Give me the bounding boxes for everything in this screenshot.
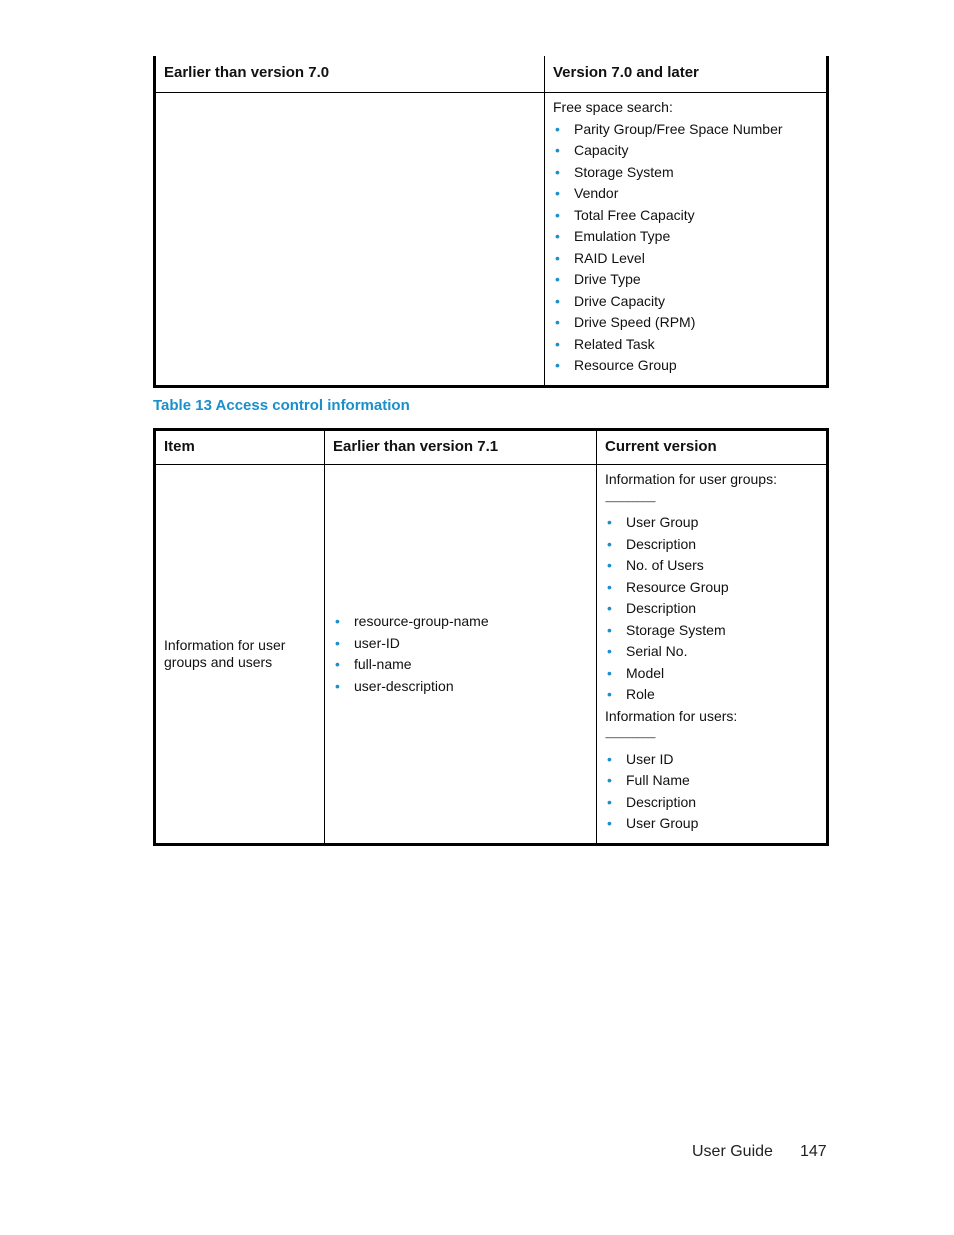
list-item [553,119,818,141]
bullet-icon: • [607,815,612,831]
bullet-icon: • [555,357,560,373]
bullet-icon: • [607,750,612,767]
list-item-label: RAID Level [574,249,645,266]
bullet-icon: • [607,686,612,702]
list-item-label: Storage System [626,621,726,638]
bullet-icon: • [555,142,560,158]
column-header: Earlier than version 7.1 [325,430,597,465]
list-item-label: User Group [626,815,699,831]
list-item [553,269,818,291]
bullet-icon: • [555,206,560,223]
table-cell [597,465,828,845]
list-item-label: Description [626,600,697,616]
item-label: Information for user groups and users [164,637,286,670]
list-item-label: Capacity [574,142,629,158]
list-item-label: Description [626,535,697,552]
list-item-label: Total Free Capacity [574,206,695,223]
list-item [333,676,588,698]
bullet-icon: • [555,228,560,244]
list-item-label: Drive Type [574,271,641,287]
column-header: Current version [597,430,828,465]
list-item [605,684,818,706]
list-item-label: Drive Speed (RPM) [574,314,696,330]
list-item [605,813,818,835]
list-item-label: user-description [354,677,454,694]
list-item-label: Emulation Type [574,228,671,244]
list-item [553,162,818,184]
list-item-label: Related Task [574,335,655,352]
list-item [605,577,818,599]
list-item [553,355,818,377]
bullet-list [553,119,818,377]
list-item [605,641,818,663]
footer-label: User Guide [692,1143,773,1160]
list-item-label: Description [626,793,697,810]
list-item-label: User Group [626,514,699,530]
list-item-label: No. of Users [626,557,704,573]
bullet-icon: • [607,772,612,788]
bullet-icon: • [607,578,612,595]
bullet-list [605,512,818,706]
table-continued [153,56,829,388]
list-item-label: Drive Capacity [574,292,666,309]
list-item-label: Full Name [626,772,690,788]
list-item [333,633,588,655]
list-item-label: Role [626,686,655,702]
separator-line: ------------------------------ [605,733,655,742]
list-item [553,183,818,205]
separator-line: ------------------------------ [605,496,655,506]
bullet-icon: • [555,314,560,330]
cell-intro: Information for users: [605,707,738,724]
list-item-label: Resource Group [626,578,729,595]
bullet-list [605,749,818,835]
bullet-icon: • [555,249,560,266]
list-item-label: Resource Group [574,357,677,373]
bullet-icon: • [555,271,560,287]
list-item-label: Serial No. [626,643,688,659]
bullet-icon: • [607,557,612,573]
page-number: 147 [800,1143,827,1160]
list-item [605,663,818,685]
bullet-icon: • [555,120,560,137]
list-item-label: Parity Group/Free Space Number [574,120,783,137]
table-cell [325,465,597,845]
bullet-list [333,611,588,697]
column-header: Earlier than version 7.0 [155,56,545,93]
column-header: Item [155,430,325,465]
bullet-icon: • [335,613,340,629]
list-item [605,770,818,792]
list-item [553,226,818,248]
bullet-icon: • [607,793,612,810]
list-item [553,334,818,356]
table-cell [545,93,828,387]
list-item-label: User ID [626,750,674,767]
empty-cell [155,93,545,387]
list-item [553,248,818,270]
list-item [605,620,818,642]
bullet-icon: • [555,163,560,180]
list-item [333,654,588,676]
bullet-icon: • [607,535,612,552]
list-item [553,205,818,227]
list-item [553,291,818,313]
list-item-label: Model [626,664,665,681]
access-control-table [153,428,829,846]
list-item [605,555,818,577]
bullet-icon: • [335,656,340,672]
bullet-icon: • [607,514,612,530]
list-item [605,749,818,771]
list-item [605,512,818,534]
list-item-label: full-name [354,656,412,672]
table-caption: Table 13 Access control information [153,397,410,414]
list-item [605,598,818,620]
table-cell [155,465,325,845]
list-item-label: Vendor [574,185,619,201]
list-item-label: user-ID [354,634,400,651]
column-header: Version 7.0 and later [545,56,828,93]
list-item [333,611,588,633]
bullet-icon: • [335,677,340,694]
bullet-icon: • [607,643,612,659]
list-item [605,534,818,556]
bullet-icon: • [607,664,612,681]
bullet-icon: • [607,600,612,616]
cell-intro: Information for user groups: [605,471,777,487]
list-item-label: resource-group-name [354,613,489,629]
bullet-icon: • [555,335,560,352]
bullet-icon: • [335,634,340,651]
bullet-icon: • [555,185,560,201]
list-item-label: Storage System [574,163,674,180]
list-item [553,312,818,334]
list-item [553,140,818,162]
list-item [605,792,818,814]
cell-intro: Free space search: [553,99,673,115]
bullet-icon: • [555,292,560,309]
bullet-icon: • [607,621,612,638]
